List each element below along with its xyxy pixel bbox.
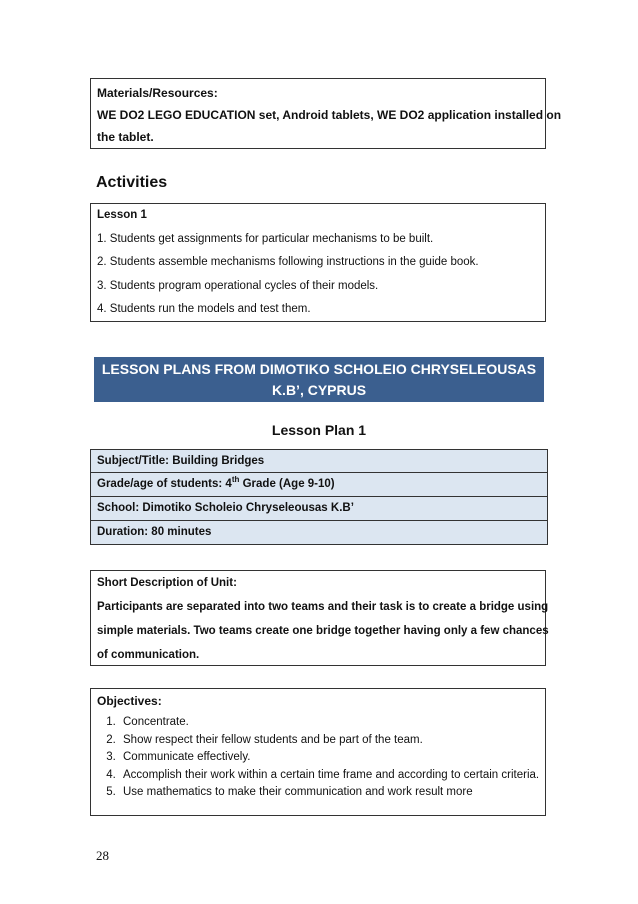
objective-item: 5. Use mathematics to make their communication and work result more <box>119 784 545 802</box>
materials-line-2: the tablet. <box>97 130 154 144</box>
materials-line-1: WE DO2 LEGO EDUCATION set, Android tablets, WE DO2 application installed on <box>97 108 562 122</box>
page-number: 28 <box>96 848 109 863</box>
activity-item: 1. Students get assignments for particular mechanisms to be built. <box>97 232 434 245</box>
lesson-details-table <box>90 449 548 545</box>
activity-item: 2. Students assemble mechanisms following instructions in the guide book. <box>97 256 479 268</box>
activity-item: 3. Students program operational cycles of their models. <box>97 279 379 292</box>
grade-row <box>90 473 548 497</box>
objective-item: 2. Show respect their fellow students and be part of the team. <box>119 732 545 750</box>
objectives-label: Objectives: <box>97 694 162 708</box>
banner-line-1: LESSON PLANS FROM DIMOTIKO SCHOLEIO CHRYSELEOUSAS <box>101 361 537 377</box>
activity-item: 4. Students run the models and test them. <box>97 303 311 315</box>
banner-line-2: K.B’, CYPRUS <box>271 382 367 398</box>
duration-row: Duration: 80 minutes <box>90 521 548 545</box>
materials-label: Materials/Resources: <box>97 86 218 100</box>
objective-item: 3. Communicate effectively. <box>119 749 545 767</box>
objectives-box <box>90 688 546 816</box>
subject-row: Subject/Title: Building Bridges <box>90 449 548 473</box>
short-description-line-3: of communication. <box>97 649 200 661</box>
lesson-plans-banner <box>94 357 544 402</box>
short-description-box <box>90 570 549 666</box>
activities-heading: Activities <box>96 174 168 191</box>
activities-box <box>90 203 546 322</box>
objective-item: 4. Accomplish their work within a certain time frame and according to certain criteria. <box>119 767 545 785</box>
grade-prefix: Grade/age of students: 4 <box>97 478 232 490</box>
lesson-label: Lesson 1 <box>97 209 147 221</box>
short-description-line-2: simple materials. Two teams create one bridge together having only a few chances <box>97 625 549 637</box>
lesson-plan-title: Lesson Plan 1 <box>271 422 367 438</box>
objectives-list <box>91 714 545 802</box>
grade-suffix: Grade (Age 9-10) <box>239 478 335 490</box>
grade-superscript: th <box>231 475 240 485</box>
short-description-line-1: Participants are separated into two teams and their task is to create a bridge using <box>97 601 549 613</box>
objective-item: 1. Concentrate. <box>119 714 545 732</box>
materials-box <box>90 78 562 149</box>
short-description-label: Short Description of Unit: <box>97 577 237 589</box>
school-row: School: Dimotiko Scholeio Chryseleousas K.B’ <box>90 497 548 521</box>
